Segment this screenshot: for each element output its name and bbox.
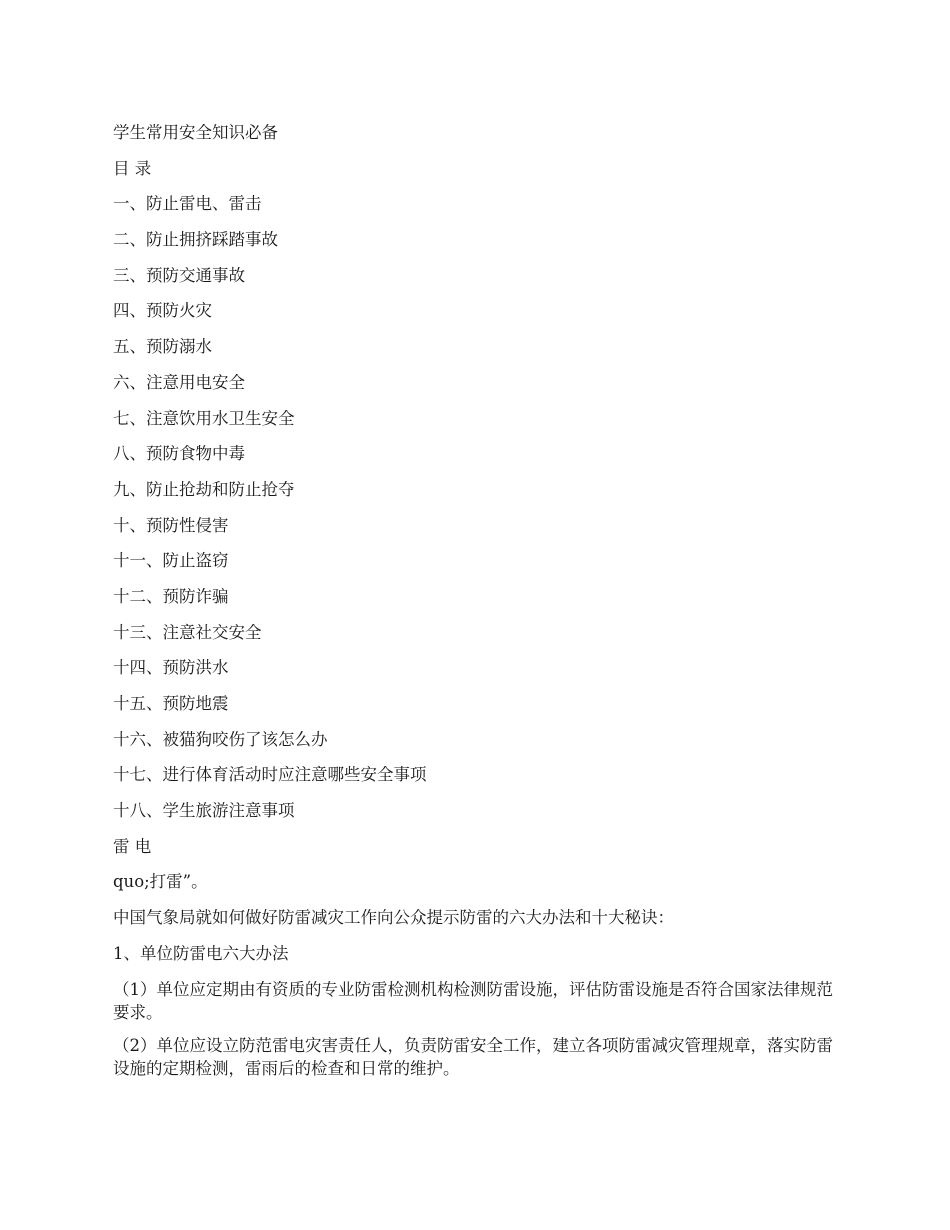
- toc-heading: 目 录: [113, 158, 152, 178]
- body-paragraph: （1）单位应定期由有资质的专业防雷检测机构检测防雷设施，评估防雷设施是否符合国家法律规范要求。: [113, 979, 833, 1022]
- document-title: 学生常用安全知识必备: [113, 123, 278, 142]
- toc-item: 十六、被猫狗咬伤了该怎么办: [113, 729, 328, 749]
- toc-item: 十一、防止盗窃: [113, 551, 229, 571]
- toc-item: 十八、学生旅游注意事项: [113, 801, 295, 821]
- toc-item: 八、预防食物中毒: [113, 444, 245, 464]
- toc-item: 九、防止抢劫和防止抢夺: [113, 479, 295, 499]
- toc-item: 十四、预防洪水: [113, 658, 229, 678]
- intro-line: 中国气象局就如何做好防雷减灾工作向公众提示防雷的六大办法和十大秘诀：: [113, 908, 674, 928]
- toc-item: 十二、预防诈骗: [113, 586, 229, 606]
- toc-item: 十五、预防地震: [113, 694, 229, 713]
- toc-item: 六、注意用电安全: [113, 372, 245, 392]
- toc-item: 一、防止雷电、雷击: [113, 194, 262, 214]
- toc-item: 三、预防交通事故: [113, 265, 245, 285]
- toc-item: 七、注意饮用水卫生安全: [113, 408, 295, 428]
- section-heading: 雷 电: [113, 836, 152, 856]
- toc-item: 五、预防溺水: [113, 337, 212, 357]
- body-paragraph: （2）单位应设立防范雷电灾害责任人，负责防雷安全工作，建立各项防雷减灾管理规章，落实防雷设施的定期检测，雷雨后的检查和日常的维护。: [113, 1035, 833, 1078]
- toc-item: 四、预防火灾: [113, 301, 212, 321]
- toc-item: 十三、注意社交安全: [113, 622, 262, 642]
- toc-item: 十七、进行体育活动时应注意哪些安全事项: [113, 765, 427, 785]
- toc-item: 二、防止拥挤踩踏事故: [113, 230, 278, 250]
- subsection-heading: 1、单位防雷电六大办法: [113, 943, 289, 963]
- document-page: [113, 121, 835, 1090]
- toc-item: 十、预防性侵害: [113, 515, 229, 535]
- quote-line: quo;打雷”。: [113, 872, 208, 892]
- table-of-contents: [113, 192, 835, 823]
